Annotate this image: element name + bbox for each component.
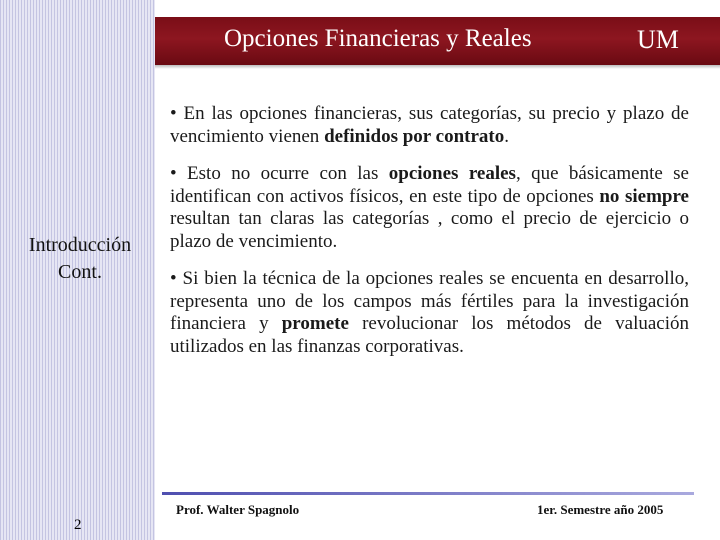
paragraph-text: revolucionar los métodos de valuación utilizados en las finanzas corporativas. bbox=[170, 313, 689, 357]
bullet-marker: • bbox=[170, 103, 177, 124]
bullet-paragraph-1 bbox=[170, 103, 689, 148]
paragraph-text: , que básicamente se identifican con activos físicos, en este tipo de opciones bbox=[170, 163, 689, 207]
paragraph-text: Esto no ocurre con las bbox=[176, 163, 389, 184]
emphasis-text: opciones reales bbox=[388, 163, 516, 184]
footer-author: Prof. Walter Spagnolo bbox=[176, 502, 300, 517]
bullet-paragraph-2 bbox=[170, 163, 689, 253]
bullet-marker: • bbox=[170, 163, 177, 184]
header-shadow bbox=[155, 65, 720, 69]
paragraph-text: . bbox=[504, 125, 509, 147]
bullet-paragraph-3 bbox=[170, 268, 689, 358]
slide-body bbox=[170, 103, 689, 373]
slide-title: Opciones Financieras y Reales bbox=[224, 25, 532, 52]
bullet-marker: • bbox=[170, 268, 177, 289]
page-number: 2 bbox=[74, 517, 82, 533]
footer-term: 1er. Semestre año 2005 bbox=[537, 502, 664, 517]
footer-divider bbox=[162, 492, 694, 495]
section-title bbox=[0, 232, 160, 286]
emphasis-text: promete bbox=[281, 313, 349, 334]
paragraph-text: Si bien la técnica de la opciones reales se encuenta en desarrollo, representa uno de los campos más fértiles para la investigación financiera y bbox=[170, 268, 689, 334]
emphasis-text: definidos por contrato bbox=[324, 125, 505, 147]
section-title-line-2: Cont. bbox=[58, 261, 102, 283]
um-logo-text: UM bbox=[637, 25, 679, 54]
emphasis-text: no siempre bbox=[599, 185, 689, 207]
section-title-line-1: Introducción bbox=[28, 234, 132, 256]
paragraph-text: resultan tan claras las categorías , como el precio de ejercicio o plazo de vencimiento. bbox=[170, 208, 689, 252]
paragraph-text: En las opciones financieras, sus categorías, su precio y plazo de vencimiento vienen bbox=[170, 103, 689, 147]
